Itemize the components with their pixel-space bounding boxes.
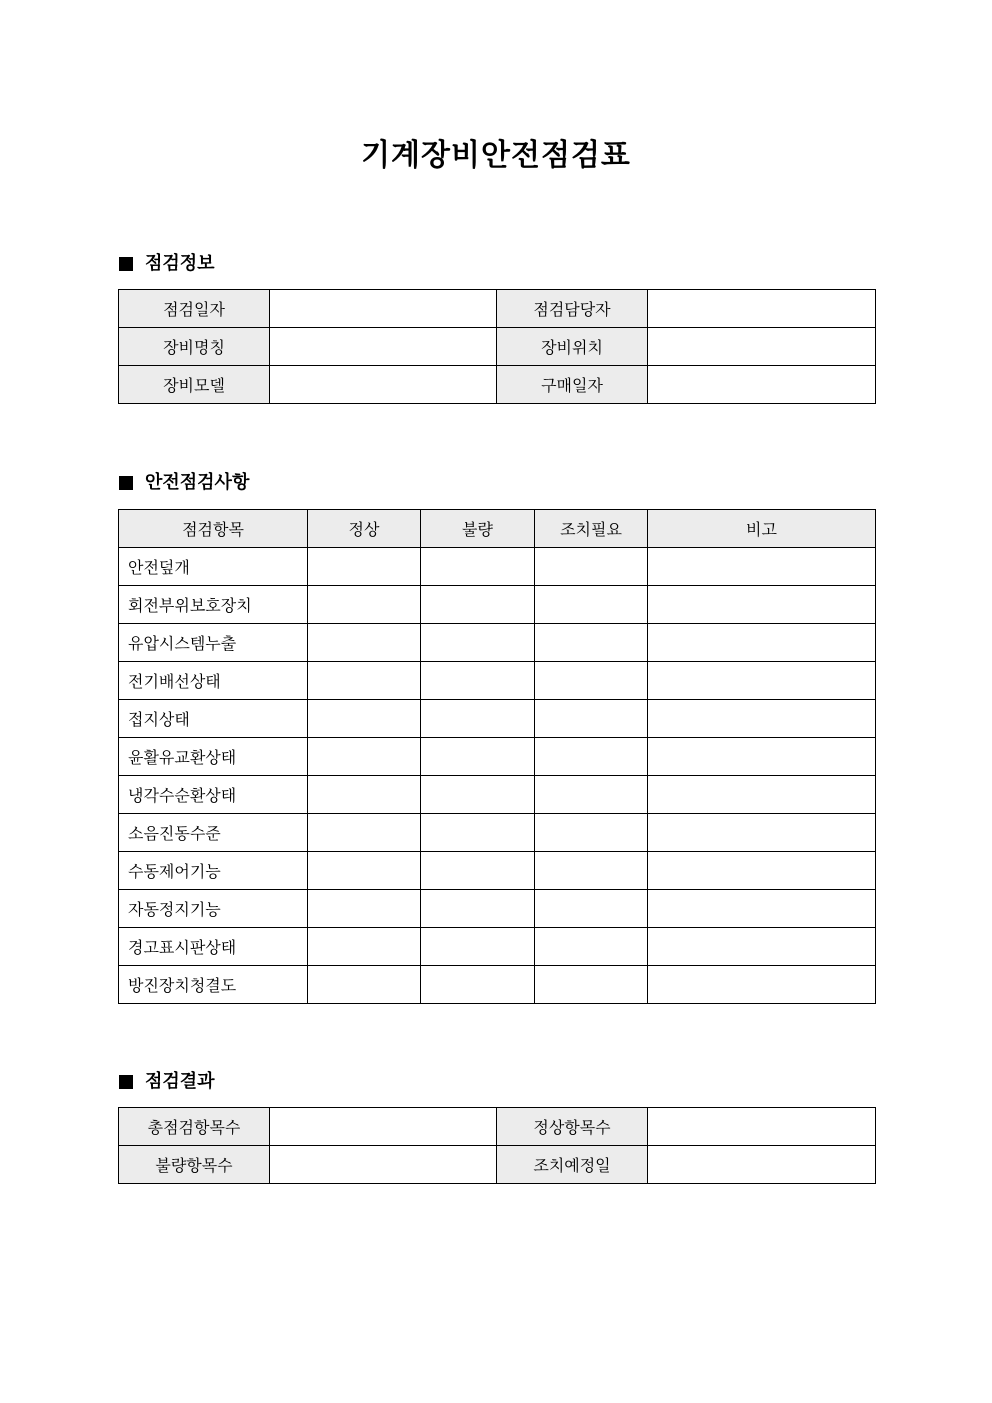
check-action-cell[interactable] [535, 738, 648, 776]
result-value-field[interactable] [648, 1146, 876, 1184]
remarks-cell[interactable] [648, 662, 876, 700]
check-normal-cell[interactable] [308, 928, 421, 966]
check-defective-cell[interactable] [421, 852, 535, 890]
remarks-cell[interactable] [648, 776, 876, 814]
check-defective-cell[interactable] [421, 928, 535, 966]
table-row [119, 290, 876, 328]
square-bullet-icon [119, 257, 133, 271]
check-normal-cell[interactable] [308, 662, 421, 700]
table-row [119, 1146, 876, 1184]
table-row [119, 700, 876, 738]
remarks-cell[interactable] [648, 548, 876, 586]
info-label: 구매일자 [497, 366, 648, 404]
check-normal-cell[interactable] [308, 776, 421, 814]
table-row [119, 852, 876, 890]
check-item-label: 경고표시판상태 [119, 928, 308, 966]
remarks-cell[interactable] [648, 700, 876, 738]
info-value-field[interactable] [648, 366, 876, 404]
check-normal-cell[interactable] [308, 852, 421, 890]
check-normal-cell[interactable] [308, 586, 421, 624]
check-item-label: 접지상태 [119, 700, 308, 738]
column-header-item: 점검항목 [119, 510, 308, 548]
remarks-cell[interactable] [648, 890, 876, 928]
check-action-cell[interactable] [535, 928, 648, 966]
check-defective-cell[interactable] [421, 548, 535, 586]
table-row [119, 928, 876, 966]
section-heading-checklist-label: 안전점검사항 [145, 472, 250, 493]
table-row [119, 890, 876, 928]
check-defective-cell[interactable] [421, 586, 535, 624]
table-row [119, 548, 876, 586]
result-label: 총점검항목수 [119, 1108, 270, 1146]
result-value-field[interactable] [270, 1108, 497, 1146]
check-normal-cell[interactable] [308, 738, 421, 776]
check-defective-cell[interactable] [421, 776, 535, 814]
section-heading-info [119, 252, 215, 276]
table-row [119, 586, 876, 624]
check-normal-cell[interactable] [308, 814, 421, 852]
check-item-label: 회전부위보호장치 [119, 586, 308, 624]
check-action-cell[interactable] [535, 662, 648, 700]
check-action-cell[interactable] [535, 548, 648, 586]
section-heading-info-label: 점검정보 [145, 253, 215, 274]
square-bullet-icon [119, 1075, 133, 1089]
table-row [119, 328, 876, 366]
info-value-field[interactable] [270, 328, 497, 366]
table-row [119, 366, 876, 404]
checklist-table [118, 509, 876, 1004]
check-item-label: 안전덮개 [119, 548, 308, 586]
table-header-row [119, 510, 876, 548]
result-label: 정상항목수 [497, 1108, 648, 1146]
check-normal-cell[interactable] [308, 548, 421, 586]
info-label: 점검담당자 [497, 290, 648, 328]
check-normal-cell[interactable] [308, 624, 421, 662]
remarks-cell[interactable] [648, 738, 876, 776]
check-item-label: 유압시스템누출 [119, 624, 308, 662]
check-defective-cell[interactable] [421, 624, 535, 662]
check-defective-cell[interactable] [421, 738, 535, 776]
check-item-label: 전기배선상태 [119, 662, 308, 700]
result-label: 조치예정일 [497, 1146, 648, 1184]
table-row [119, 966, 876, 1004]
check-item-label: 방진장치청결도 [119, 966, 308, 1004]
check-action-cell[interactable] [535, 890, 648, 928]
table-row [119, 738, 876, 776]
info-label: 장비명칭 [119, 328, 270, 366]
info-value-field[interactable] [270, 366, 497, 404]
table-row [119, 662, 876, 700]
check-normal-cell[interactable] [308, 966, 421, 1004]
document-title: 기계장비안전점검표 [361, 138, 631, 173]
check-action-cell[interactable] [535, 852, 648, 890]
result-value-field[interactable] [270, 1146, 497, 1184]
check-normal-cell[interactable] [308, 700, 421, 738]
info-value-field[interactable] [648, 290, 876, 328]
check-action-cell[interactable] [535, 966, 648, 1004]
info-table [118, 289, 876, 404]
check-action-cell[interactable] [535, 624, 648, 662]
check-item-label: 냉각수순환상태 [119, 776, 308, 814]
column-header-defective: 불량 [421, 510, 535, 548]
check-defective-cell[interactable] [421, 814, 535, 852]
check-action-cell[interactable] [535, 586, 648, 624]
square-bullet-icon [119, 476, 133, 490]
check-action-cell[interactable] [535, 814, 648, 852]
result-label: 불량항목수 [119, 1146, 270, 1184]
check-defective-cell[interactable] [421, 700, 535, 738]
info-label: 점검일자 [119, 290, 270, 328]
check-defective-cell[interactable] [421, 890, 535, 928]
check-normal-cell[interactable] [308, 890, 421, 928]
check-item-label: 자동정지기능 [119, 890, 308, 928]
remarks-cell[interactable] [648, 852, 876, 890]
check-defective-cell[interactable] [421, 662, 535, 700]
remarks-cell[interactable] [648, 814, 876, 852]
check-item-label: 소음진동수준 [119, 814, 308, 852]
info-label: 장비모델 [119, 366, 270, 404]
remarks-cell[interactable] [648, 966, 876, 1004]
table-row [119, 814, 876, 852]
info-label: 장비위치 [497, 328, 648, 366]
remarks-cell[interactable] [648, 624, 876, 662]
section-heading-result [119, 1070, 215, 1094]
info-value-field[interactable] [648, 328, 876, 366]
check-item-label: 수동제어기능 [119, 852, 308, 890]
check-item-label: 윤활유교환상태 [119, 738, 308, 776]
info-value-field[interactable] [270, 290, 497, 328]
column-header-remarks: 비고 [648, 510, 876, 548]
section-heading-result-label: 점검결과 [145, 1071, 215, 1092]
section-heading-checklist [119, 471, 249, 495]
check-action-cell[interactable] [535, 776, 648, 814]
remarks-cell[interactable] [648, 586, 876, 624]
column-header-normal: 정상 [308, 510, 421, 548]
table-row [119, 1108, 876, 1146]
check-action-cell[interactable] [535, 700, 648, 738]
table-row [119, 776, 876, 814]
table-row [119, 624, 876, 662]
check-defective-cell[interactable] [421, 966, 535, 1004]
remarks-cell[interactable] [648, 928, 876, 966]
result-value-field[interactable] [648, 1108, 876, 1146]
column-header-action-needed: 조치필요 [535, 510, 648, 548]
result-table [118, 1107, 876, 1184]
